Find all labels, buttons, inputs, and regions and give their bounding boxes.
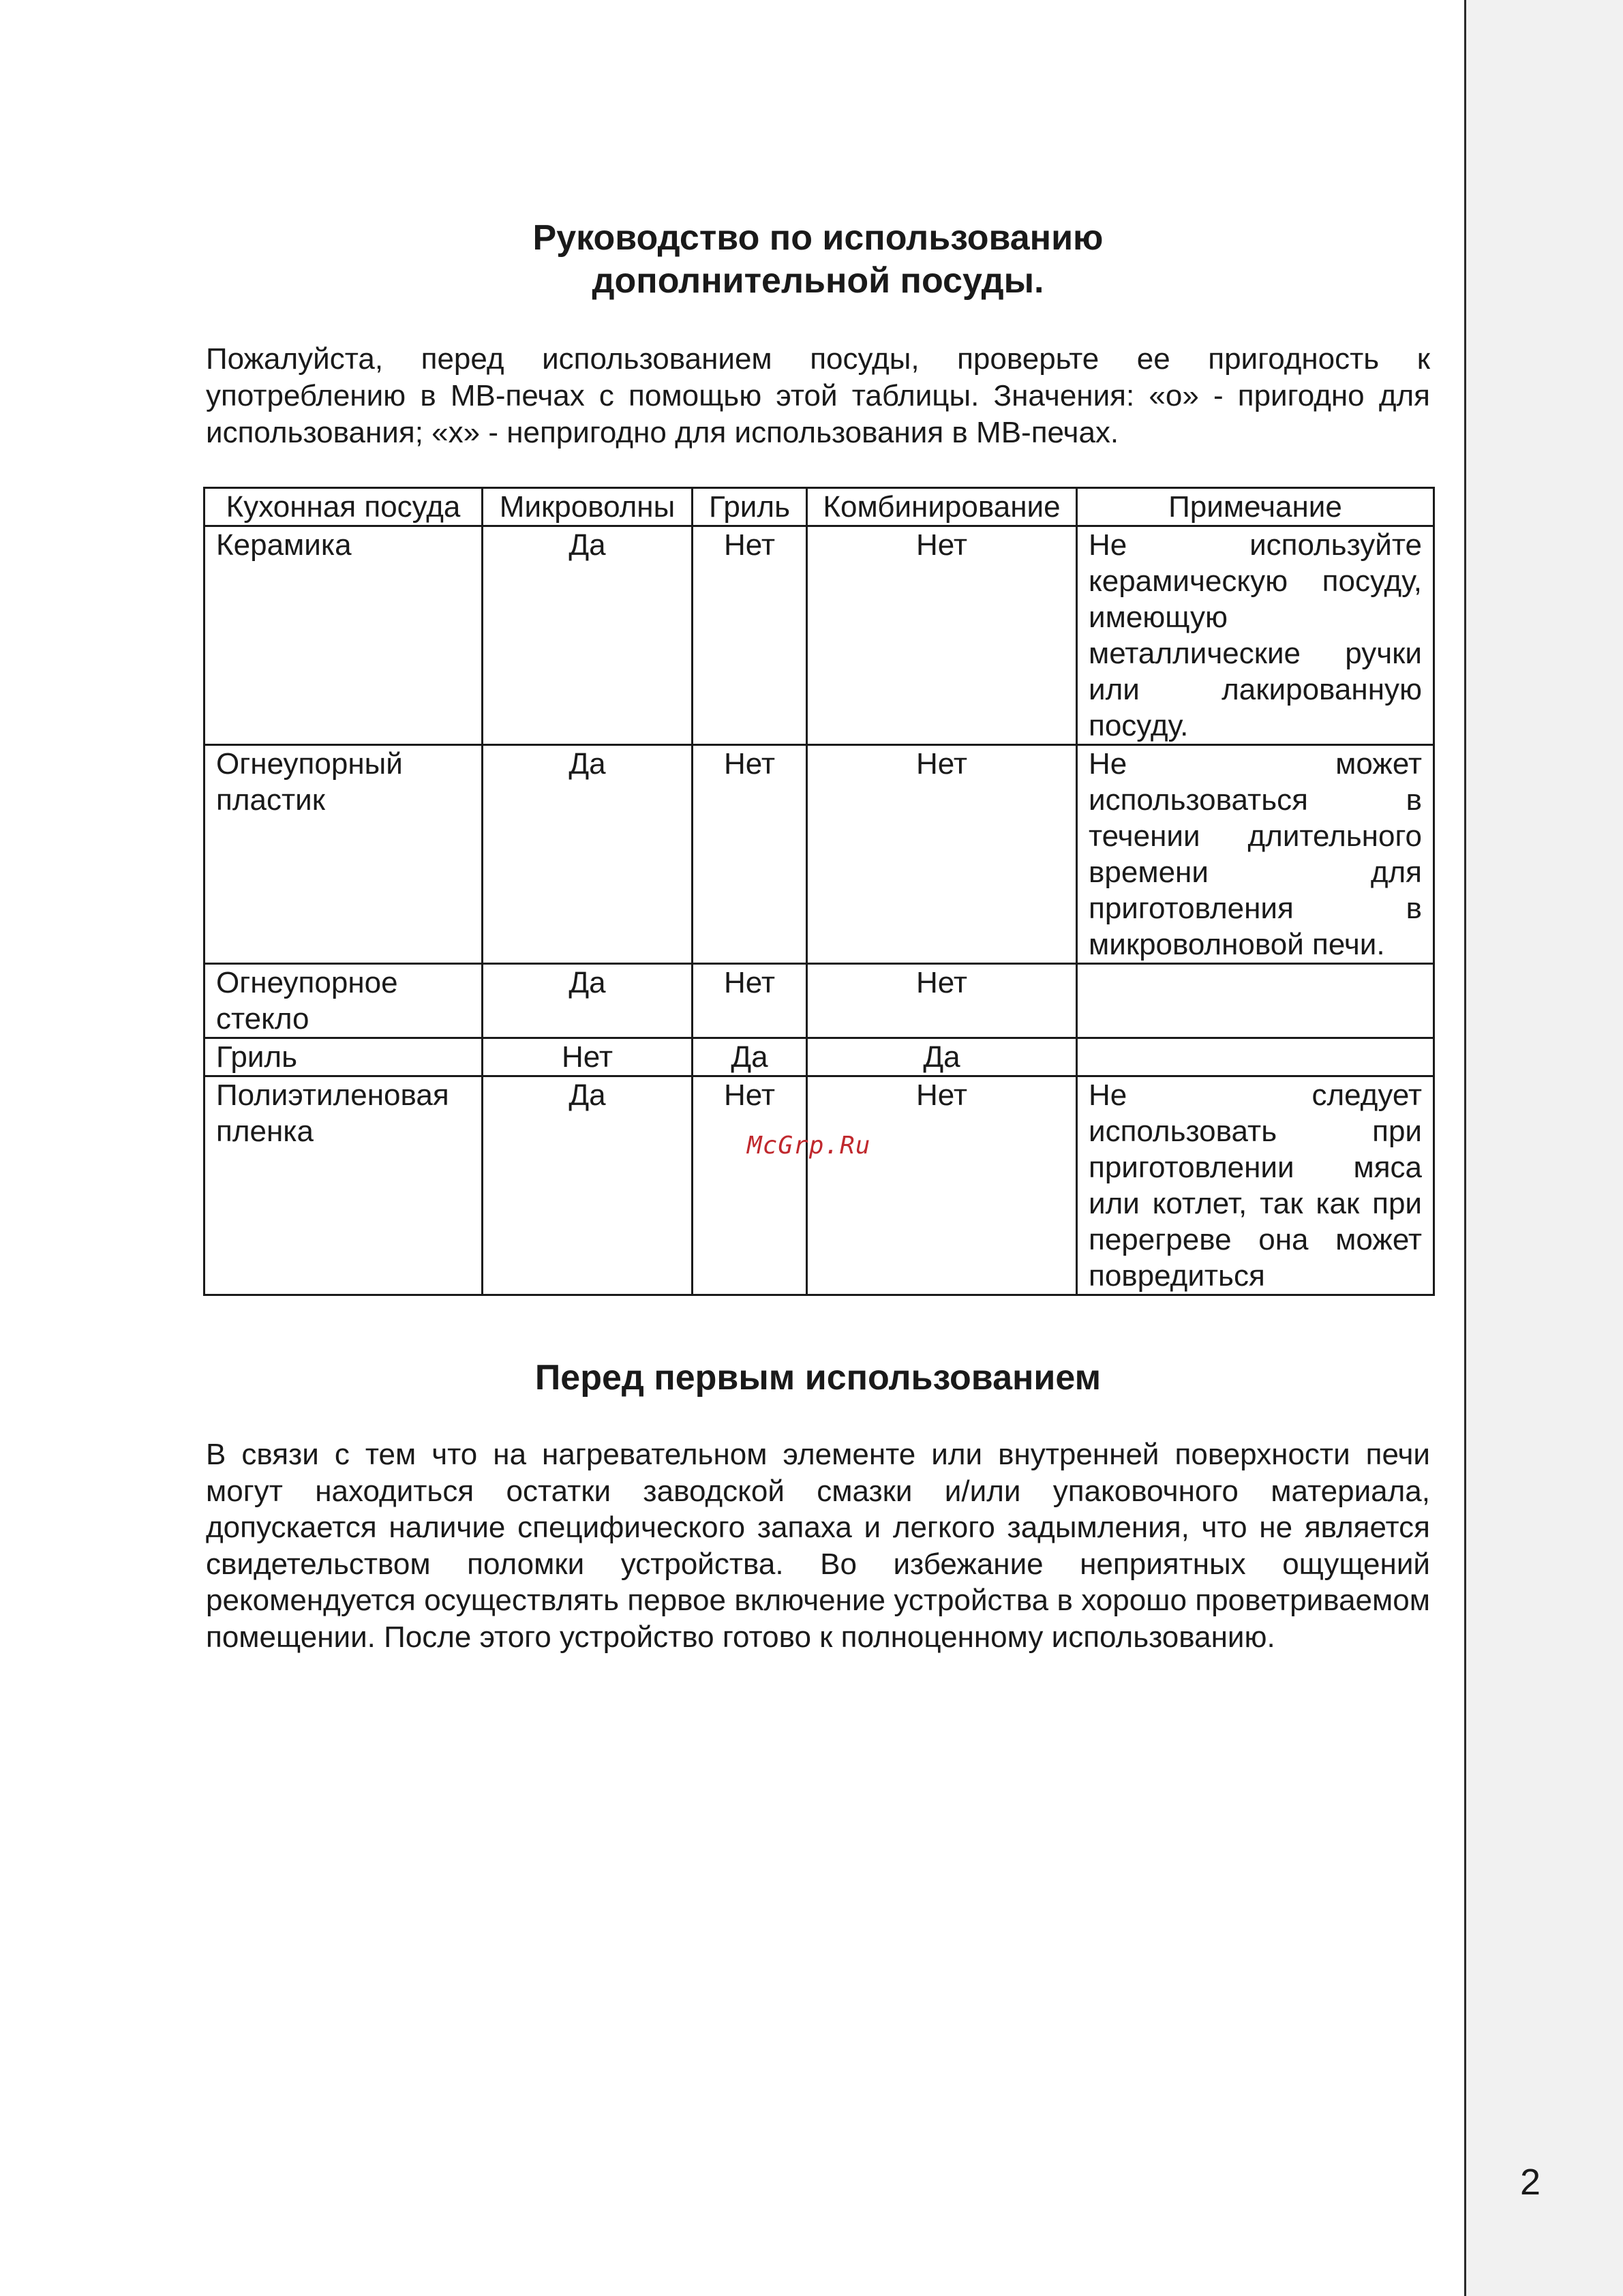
cell-note: Не может использоваться в течении длительного времени для приготовления в микроволновой печи. [1077,745,1434,964]
cell-note: Не следует использовать при приготовлении мяса или котлет, так как при перегреве она может повредиться [1077,1076,1434,1295]
table-row [204,1076,1434,1295]
header-cookware: Кухонная посуда [204,488,483,526]
table-row [204,526,1434,745]
cell-combination: Нет [807,1076,1077,1295]
cell-note [1077,1038,1434,1076]
cell-microwave: Да [483,964,693,1038]
table-row [204,745,1434,964]
cell-note: Не используйте керамическую посуду, имеющую металлические ручки или лакированную посуду. [1077,526,1434,745]
cell-combination: Нет [807,526,1077,745]
cookware-table [203,487,1435,1296]
intro-paragraph: Пожалуйста, перед использованием посуды, проверьте ее пригодность к употреблению в МВ-печах с помощью этой таблицы. Значения: «о» - пригодно для использования; «х» - непригодно для использования в МВ-печах. [206,342,1430,449]
table-header-row [204,488,1434,526]
cell-grill: Нет [693,964,807,1038]
cell-cookware: Керамика [204,526,483,745]
cell-microwave: Нет [483,1038,693,1076]
header-note: Примечание [1077,488,1434,526]
page-margin [1466,0,1623,2296]
cell-grill: Нет [693,745,807,964]
cell-cookware: Полиэтиленовая пленка [204,1076,483,1295]
cell-microwave: Да [483,526,693,745]
cell-combination: Да [807,1038,1077,1076]
header-grill: Гриль [693,488,807,526]
watermark-text: McGrp.Ru [747,1132,871,1160]
cell-combination: Нет [807,964,1077,1038]
section-body: В связи с тем что на нагревательном элементе или внутренней поверхности печи могут находиться остатки заводской смазки и/или упаковочного материала, допускается наличие специфического запаха и легкого задымления, что не является свидетельством поломки устройства. Во избежание неприятных ощущений рекомендуется осуществлять первое включение устройства в хорошо проветриваемом помещении. После этого устройство готово к полноценному использованию. [206,1438,1430,1654]
cell-microwave: Да [483,1076,693,1295]
cell-combination: Нет [807,745,1077,964]
cell-grill: Нет [693,526,807,745]
page-title-line-1: Руководство по использованию [532,218,1104,258]
page-title-line-2: дополнительной посуды. [592,261,1044,301]
cell-microwave: Да [483,745,693,964]
page-title [204,217,1431,303]
cell-cookware: Гриль [204,1038,483,1076]
cell-grill: Нет [693,1076,807,1295]
header-combination: Комбинирование [807,488,1077,526]
table-row [204,1038,1434,1076]
page-number: 2 [1520,2162,1541,2203]
cell-note [1077,964,1434,1038]
section-title: Перед первым использованием [534,1358,1102,1398]
table-row [204,964,1434,1038]
header-microwave: Микроволны [483,488,693,526]
cell-cookware: Огнеупорный пластик [204,745,483,964]
cell-grill: Да [693,1038,807,1076]
cell-cookware: Огнеупорное стекло [204,964,483,1038]
